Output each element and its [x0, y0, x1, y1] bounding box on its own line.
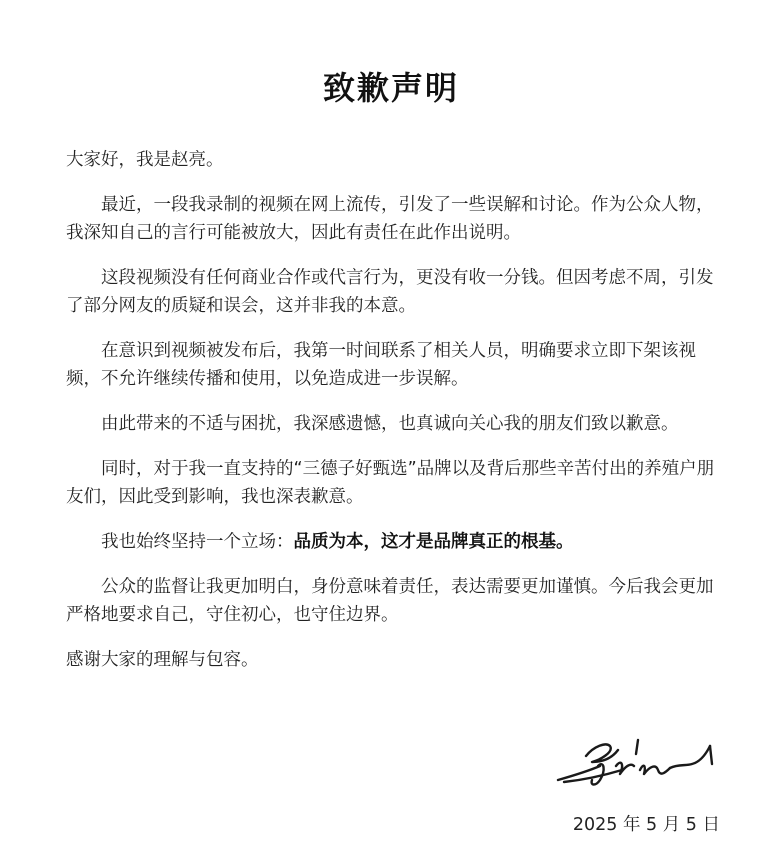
- closing-paragraph: 感谢大家的理解与包容。: [66, 650, 259, 670]
- paragraph-1: 最近，一段我录制的视频在网上流传，引发了一些误解和讨论。作为公众人物，我深知自己的言行可能被放大，因此有责任在此作出说明。: [66, 195, 714, 243]
- handwritten-signature-icon: [552, 736, 722, 788]
- paragraph-6-emphasis: 品质为本，这才是品牌真正的根基。: [293, 532, 574, 552]
- paragraph-6-lead: 我也始终坚持一个立场：: [101, 532, 294, 552]
- statement-date: 2025 年 5 月 5 日: [572, 815, 720, 835]
- greeting-paragraph: 大家好，我是赵亮。: [66, 150, 224, 170]
- page-title: 致歉声明: [322, 69, 459, 107]
- paragraph-7: 公众的监督让我更加明白，身份意味着责任，表达需要更加谨慎。今后我会更加严格地要求自己，守住初心，也守住边界。: [66, 577, 714, 625]
- paragraph-3: 在意识到视频被发布后，我第一时间联系了相关人员，明确要求立即下架该视频，不允许继续传播和使用，以免造成进一步误解。: [66, 341, 696, 389]
- statement-body: [66, 146, 726, 691]
- paragraph-4: 由此带来的不适与困扰，我深感遗憾，也真诚向关心我的朋友们致以歉意。: [101, 414, 679, 434]
- paragraph-5: 同时，对于我一直支持的“三德子好甄选”品牌以及背后那些辛苦付出的养殖户朋友们，因此受到影响，我也深表歉意。: [66, 459, 715, 507]
- paragraph-6: [66, 528, 726, 556]
- paragraph-2: 这段视频没有任何商业合作或代言行为，更没有收一分钱。但因考虑不周，引发了部分网友的质疑和误会，这并非我的本意。: [66, 268, 714, 316]
